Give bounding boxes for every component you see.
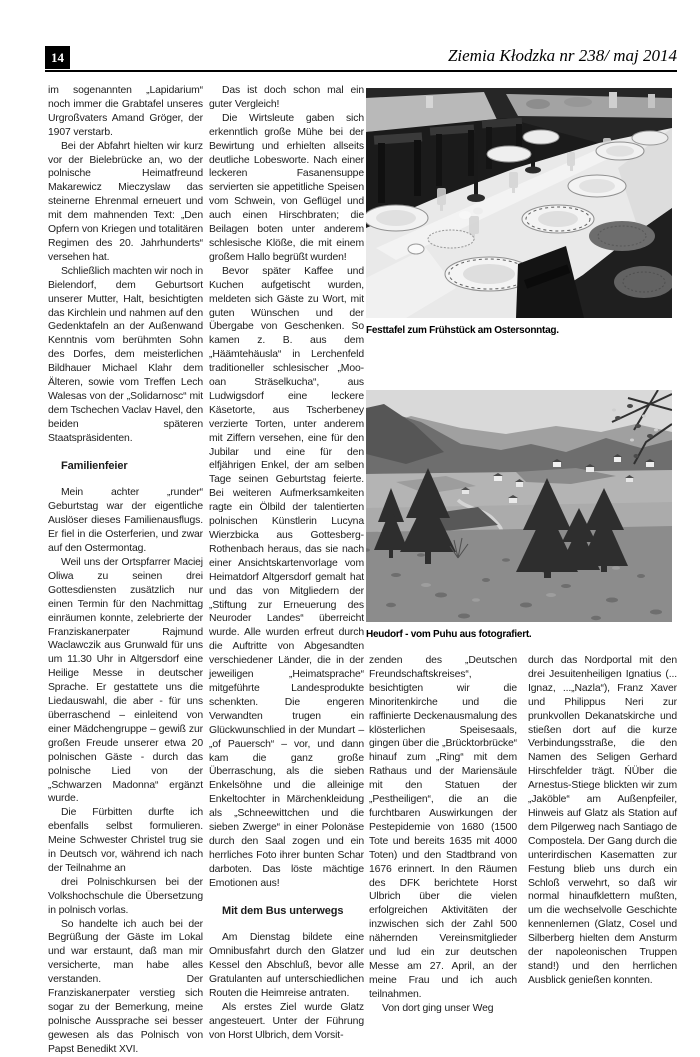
paragraph: Schließlich machten wir noch in Bielendorf, dem Geburtsort unserer Mutter, Halt, besichtigten das Kirchlein und nahmen auf den Gedenktafeln an der Außenwand Kenntnis vom berühmten Sohn des Dorfes, dem meisterlichen Bildhauer Michael Klahr dem Älteren, sowie vom Treffen Lech Walesas von der „Solidarnosc“ mit dem Tschechen Vaclav Havel, den beiden späteren Staatspräsidenten. <box>48 265 203 444</box>
paragraph: Weil uns der Ortspfarrer Maciej Oliwa zu seinen drei Gottesdiensten zusätzlich nur einen Termin für den Nachmittag einräumen konnte, zelebrierte der Franziskanerpater Rajmund Waclawczik aus Grunwald für uns um 11.30 Uhr in Altgersdorf eine Heilige Messe in deutscher Sprache. Er gestattete uns die Liedauswahl, die aber - für uns überraschend – einleitend von einer Mädchengruppe – gewiß zur großen Freude unserer etwa 20 polnischen Gäste - durch das polnische Lied von der „Schwarzen Madonna“ ergänzt wurde. <box>48 557 203 805</box>
text-column-4 <box>528 654 677 988</box>
paragraph: drei Polnischkursen bei der Volkshochschule die Übersetzung in polnisch vorlas. <box>48 876 203 916</box>
paragraph: Die Fürbitten durfte ich ebenfalls selbst formulieren. Meine Schwester Christel trug sie in Deutsch vor, während ich nach der Teilnahme an <box>48 807 203 874</box>
paragraph: Die Wirtsleute gaben sich erkenntlich große Mühe bei der Bewirtung und erhielten allseits deutliche Lobesworte. Nach einer leckeren Fasanensuppe servierten sie appetitliche Speisen vom Schwein, von Geflügel und auch einen Hirschbraten; die Beilagen boten unter anderem schlesische Klöße, die mit einem großem Hallo begrüßt wurden! <box>209 112 364 263</box>
header-rule <box>45 70 677 72</box>
section-heading: Mit dem Bus unterwegs <box>222 904 344 917</box>
right-region <box>366 84 677 1014</box>
page-number-badge: 14 <box>45 46 70 69</box>
paragraph: So handelte ich auch bei der Begrüßung der Gäste im Lokal und war erstaunt, daß man mir versicherte, man habe alles verstanden. Der Franziskanerpater verstieg sich sogar zu der Bemerkung, meine polnische Aussprache sei besser gewesen als das Polnisch von Papst Benedikt XVI. <box>48 918 203 1055</box>
festive-table-photo <box>366 88 672 318</box>
figure-caption: Festtafel zum Frühstück am Ostersonntag. <box>366 325 559 336</box>
paragraph: im sogenannten „Lapidarium“ noch immer die Grabtafel unseres Urgroßvaters Amand Gröger, der 1907 verstarb. <box>48 85 203 138</box>
paragraph: Mein achter „runder“ Geburtstag war der eigentliche Auslöser dieses Familienausflugs. Er fiel in die Osterferien, und zwar auf den Ostermontag. <box>48 487 203 555</box>
paragraph: Bevor später Kaffee und Kuchen aufgetischt wurden, meldeten sich Gäste zu Wort, mit guten Wünschen und der Übergabe von Geschenken. So kamen z. B. aus dem „Häämtehäusla“ in Lerchenfeld traditioneller schlesischer „Moo- oan Sträselkucha“, aus Ludwigsdorf eine leckere Käsetorte, aus Tscherbeney verzierte Torten, unter anderem mit Ziffern versehen, eine für den Jubilar und eine für den elfjährigen Enkel, der am selben Tage seinen Geburtstag feierte. Bei weiteren Aufmerksamkeiten ragte ein Ölbild der talentierten polnischen Künstlerin Lucyna Wierzbicka aus Gottesberg-Rothenbach heraus, das sie nach einer Ansichtskartenvorlage vom Heimatdorf Altgersdorf gemalt hat und das von Mitgliedern der „Stiftung zur Erneuerung des Neuroder Landes“ überreicht wurde. Alle wurden erfreut durch die Auftritte von Abgesandten verschiedener Länder, die in der jeweiligen „Heimatsprache“ mitgeführte Landesprodukte schenkten. Die engeren Verwandten trugen ein Glückwunschlied in der Mundart – „of Pauersch“ – vor, und dann kam die ganz große Überraschung, als die sieben Enkelsöhne und die alleinige Enkeltochter in Märchenkleidung als „Schneewittchen und die sieben Zwerge“ in einer Polonäse durch den Saal zogen und ein herrliches Foto ihrer bunten Schar darboten. Das löste mächtige Emotionen aus! <box>209 265 364 889</box>
figure-heudorf-landscape <box>366 390 672 640</box>
figure-caption: Heudorf - vom Puhu aus fotografiert. <box>366 629 532 640</box>
text-column-2 <box>209 84 364 1043</box>
figure-festive-table <box>366 88 672 336</box>
paragraph: Als erstes Ziel wurde Glatz angesteuert. Unter der Führung von Horst Ulbrich, dem Vorsit- <box>209 1002 364 1041</box>
section-heading: Familienfeier <box>61 459 128 472</box>
landscape-photo <box>366 390 672 622</box>
journal-title: Ziemia Kłodzka nr 238/ maj 2014 <box>447 46 677 65</box>
paragraph: Am Dienstag bildete eine Omnibusfahrt durch den Glatzer Kessel den Abschluß, bevor alle Gratulanten auf unterschiedlichen Routen die Heimreise antraten. <box>209 932 364 1000</box>
paragraph: durch das Nordportal mit den drei Jesuitenheiligen Ignatius (... Ignaz, ...„Nazla“), Franz Xaver und Philippus Neri zur prunkvollen Dekanatskirche und stießen dort auf die kurze Verbindungsstraße, die den Namen des Seligen Gerhard Hirschfelder trägt. ŃÜber die Arnestus-Stiege blickten wir zum „Jaköble“ am Außenpfeiler, Hinweis auf Glatz als Station auf dem Pilgerweg nach Santiago de Compostela. Der Gang durch die unterirdischen Kasematten zur Festung blieb uns durch ein Schloß verwehrt, so daß wir normal hinaufklettern mußten, um die wechselvolle Geschichte kennenlernen (Glatz, Cosel und Silberberg hielten dem Ansturm der napoleonischen Truppen stand!) und den herrlichen Ausblick genießen konnten. <box>528 655 677 986</box>
paragraph: Von dort ging unser Weg <box>382 1002 494 1014</box>
text-column-3 <box>369 654 517 1016</box>
paragraph: zenden des „Deutschen Freundschaftskreises“, besichtigten wir die Minoritenkirche und die raffinierte Deckenausmalung des klösterlichen Speisesaals, gingen über die „Brücktorbrücke“ hinauf zum „Ring“ mit dem Rathaus und der Mariensäule mit den Statuen der „Pestheiligen“, die an die furchtbaren Auswirkungen der Pestepidemie von 1680 (1500 Tote und bereits 1635 mit 4000 Toten) und den Stadtbrand von 1676 erinnert. In den Räumen des DFK berichtete Horst Ulbrich über die vielen erfolgreichen Aktivitäten der inzwischen sich der Zahl 500 nähernden Vereinsmitglieder und lud ein zur deutschen Messe am 27. April, an der meine Frau und ich auch teilnahmen. <box>369 655 517 1000</box>
paragraph: Bei der Abfahrt hielten wir kurz vor der Bielebrücke an, wo der polnische Heimatfreund Makarewicz Mieczyslaw das steinerne Ehrenmal erneuert und mit dem mahnenden Text: „Den Opfern von Kriegen und totalitären Regimen des 20. Jahrhunderts“ versehen hat. <box>48 140 203 263</box>
paragraph: Das ist doch schon mal ein guter Vergleich! <box>209 85 364 110</box>
text-column-1 <box>48 84 203 1057</box>
